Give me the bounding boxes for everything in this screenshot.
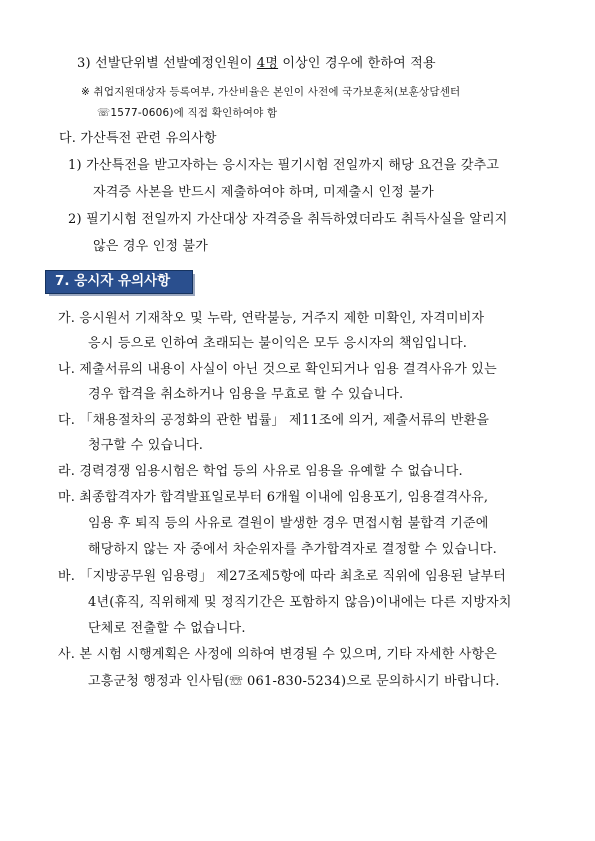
note-line-1: ※ 취업지원대상자 등록여부, 가산비율은 본인이 사전에 국가보훈처(보훈상담센터 bbox=[81, 86, 461, 98]
item-ma-line-2: 임용 후 퇴직 등의 사유로 결원이 발생한 경우 면접시험 불합격 기준에 bbox=[88, 516, 489, 531]
item-sa-line-2: 고흥군청 행정과 인사팀(☏ 061-830-5234)으로 문의하시기 바랍니다. bbox=[88, 674, 500, 689]
caution-2-line-1: 2) 필기시험 전일까지 가산대상 자격증을 취득하였더라도 취득사실을 알리지 bbox=[68, 212, 508, 227]
section-7-title: 7. 응시자 유의사항 bbox=[55, 273, 171, 289]
item-3 bbox=[77, 55, 436, 73]
item-na-line-1: 나. 제출서류의 내용이 사실이 아닌 것으로 확인되거나 임용 결격사유가 있는 bbox=[58, 362, 497, 377]
caution-1-line-2: 자격증 사본을 반드시 제출하여야 하며, 미제출시 인정 불가 bbox=[93, 185, 434, 200]
section-7-heading bbox=[45, 270, 195, 296]
item-sa-line-1: 사. 본 시험 시행계획은 사정에 의하여 변경될 수 있으며, 기타 자세한 사항은 bbox=[58, 647, 498, 662]
caution-1-line-1: 1) 가산특전을 받고자하는 응시자는 필기시험 전일까지 해당 요건을 갖추고 bbox=[68, 158, 500, 173]
item-ba-line-1: 바. 「지방공무원 임용령」 제27조제5항에 따라 최초로 직위에 임용된 날부터 bbox=[58, 569, 507, 584]
item-3-text-end: 이상인 경우에 한하여 적용 bbox=[278, 56, 436, 71]
item-ba-line-3: 단체로 전출할 수 없습니다. bbox=[88, 621, 246, 636]
item-3-highlight: 4명 bbox=[256, 56, 279, 71]
note-line-2: ☏1577-0606)에 직접 확인하여야 함 bbox=[97, 107, 278, 119]
item-na-line-2: 경우 합격을 취소하거나 임용을 무효로 할 수 있습니다. bbox=[88, 387, 404, 402]
item-ma-line-3: 해당하지 않는 자 중에서 차순위자를 추가합격자로 결정할 수 있습니다. bbox=[88, 542, 497, 557]
caution-2-line-2: 않은 경우 인정 불가 bbox=[93, 239, 209, 254]
item-ga-line-2: 응시 등으로 인하여 초래되는 불이익은 모두 응시자의 책임입니다. bbox=[88, 336, 468, 351]
item-ma-line-1: 마. 최종합격자가 합격발표일로부터 6개월 이내에 임용포기, 임용결격사유, bbox=[58, 490, 489, 505]
item-da-line-2: 청구할 수 있습니다. bbox=[88, 438, 204, 453]
item-3-text: 3) 선발단위별 선발예정인원이 bbox=[77, 56, 257, 71]
item-da-line-1: 다. 「채용절차의 공정화의 관한 법률」 제11조에 의거, 제출서류의 반환을 bbox=[58, 413, 490, 428]
item-ba-line-2: 4년(휴직, 직위해제 및 정직기간은 포함하지 않음)이내에는 다른 지방자치 bbox=[88, 595, 512, 610]
section-da-heading: 다. 가산특전 관련 유의사항 bbox=[59, 131, 217, 146]
item-ga-line-1: 가. 응시원서 기재착오 및 누락, 연락불능, 거주지 제한 미확인, 자격미비자 bbox=[58, 311, 485, 326]
item-ra-line-1: 라. 경력경쟁 임용시험은 학업 등의 사유로 임용을 유예할 수 없습니다. bbox=[58, 464, 463, 479]
